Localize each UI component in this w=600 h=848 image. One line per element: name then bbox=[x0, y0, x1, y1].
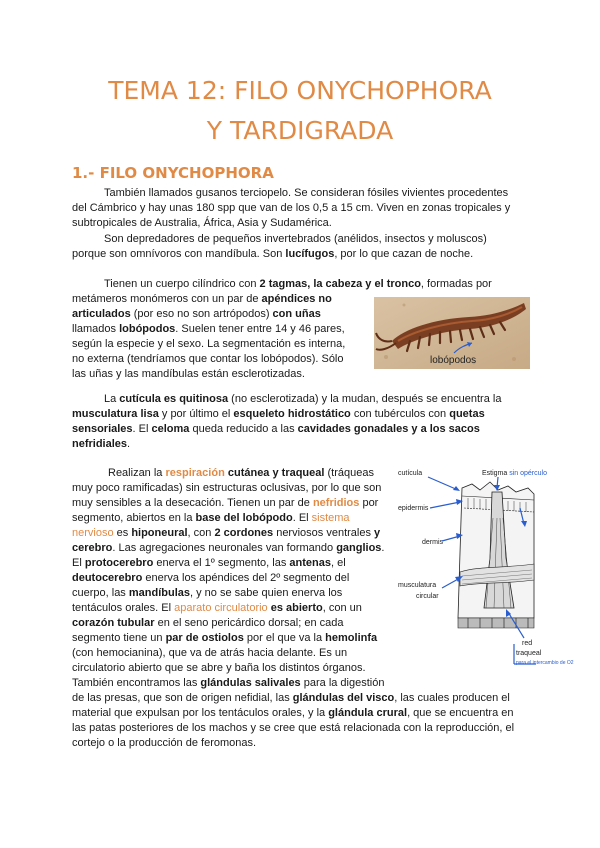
label-dermis: dermis bbox=[422, 539, 444, 546]
tissue-drawing bbox=[458, 482, 534, 628]
p5-line11: corazón tubular en el seno pericárdico dorsal; en cada bbox=[72, 617, 344, 629]
p5-line18: las patas posteriores de los machos y se cree que está relacionada con la reproducción, el bbox=[72, 722, 515, 734]
p3-line6: no externa (tendríamos que contar los lobópodos). Sólo bbox=[72, 353, 344, 365]
page-title-line2: Y TARDIGRADA bbox=[206, 116, 394, 145]
p3-line7: las uñas y las mandíbulas están esclerotizadas. bbox=[72, 368, 305, 380]
p5-line1: Realizan la respiración cutánea y traqueal (tráqueas bbox=[108, 467, 374, 479]
p5-line8: deutocerebro enerva los apéndices del 2º segmento del bbox=[72, 572, 350, 584]
p2-line1: Son depredadores de pequeños invertebrados (anélidos, insectos y moluscos) bbox=[104, 233, 487, 245]
p5-line13: (con hemocianina), que va de atrás hacia delante. Es un bbox=[72, 647, 348, 659]
p3-line5: según la especie y el sexo. La segmentación es interna, bbox=[72, 338, 346, 350]
p4-line2: musculatura lisa y por último el esqueleto hidrostático con tubérculos con quetas bbox=[72, 408, 485, 420]
label-musculatura: musculatura bbox=[398, 582, 437, 589]
label-circular: circular bbox=[416, 593, 439, 600]
label-red: red bbox=[522, 640, 533, 647]
p5-line4: segmento, abiertos en la base del lobópodo. El sistema bbox=[72, 512, 350, 524]
p5-line17: material que expulsan por los tentáculos orales, y la glándula crural, que se encuentra en bbox=[72, 707, 514, 719]
integument-diagram bbox=[398, 468, 574, 668]
p3-line4: llamados lobópodos. Suelen tener entre 14 y 46 pares, bbox=[72, 323, 345, 335]
p4-line4: nefridiales. bbox=[72, 438, 131, 450]
p2-line2: porque son omnívoros con mandíbula. Son lucífugos, por lo que cazan de noche. bbox=[72, 248, 474, 260]
label-traqueal: traqueal bbox=[516, 650, 542, 657]
lobopodos-label: lobópodos bbox=[430, 355, 477, 366]
p5-line15: También encontramos las glándulas salivales para la digestión bbox=[72, 677, 385, 689]
label-estigma: Estigma sin opérculo bbox=[482, 470, 547, 477]
label-cuticula: cutícula bbox=[398, 470, 423, 477]
p5-line10: tentáculos orales. El aparato circulatorio es abierto, con un bbox=[72, 602, 362, 614]
p3-line2: metámeros monómeros con un par de apéndices no bbox=[72, 293, 332, 305]
p5-line5: nervioso es hiponeural, con 2 cordones nerviosos ventrales y bbox=[72, 527, 381, 539]
p1-line1: También llamados gusanos terciopelo. Se consideran fósiles vivientes procedentes bbox=[104, 187, 509, 199]
p1-line3: subtropicales de Australia, África, Asia y Sudamérica. bbox=[72, 217, 332, 229]
velvet-worm-photo bbox=[374, 297, 530, 369]
section-heading: 1.- FILO ONYCHOPHORA bbox=[72, 164, 274, 182]
label-intercambio: para el intercambio de O2 bbox=[516, 660, 574, 666]
p5-line14: circulatorio abierto que se abre y baña los distintos órganos. bbox=[72, 662, 366, 674]
p5-line16: de las presas, que son de origen nefidial, las glándulas del visco, las cuales producen el bbox=[72, 692, 510, 704]
label-epidermis: epidermis bbox=[398, 505, 429, 512]
p5-line9: cuerpo, las mandíbulas, y no se sabe quien enerva los bbox=[72, 587, 343, 599]
p5-line19: cortejo o la producción de feromonas. bbox=[72, 737, 257, 749]
p5-line7: El protocerebro enerva el 1º segmento, las antenas, el bbox=[72, 557, 346, 569]
p5-line6: cerebro. Las agregaciones neuronales van formando ganglios. bbox=[72, 542, 385, 554]
p5-line3: muy sensibles a la desecación. Tienen un par de nefridios por bbox=[72, 497, 379, 509]
p1-line2: del Cámbrico y hay unas 180 spp que van de los 0,5 a 15 cm. Viven en zonas tropicales y bbox=[72, 202, 511, 214]
p4-line1: La cutícula es quitinosa (no esclerotizada) y la mudan, después se encuentra la bbox=[104, 393, 502, 405]
p3-line1: Tienen un cuerpo cilíndrico con 2 tagmas, la cabeza y el tronco, formadas por bbox=[104, 278, 492, 290]
p3-line3: articulados (por eso no son artrópodos) con uñas bbox=[72, 308, 321, 320]
p5-line12: segmento tiene un par de ostiolos por el que va la hemolinfa bbox=[72, 632, 378, 644]
p5-line2: muy poco ramificadas) sin estructuras oclusivas, por lo que son bbox=[72, 482, 382, 494]
p4-line3: sensoriales. El celoma queda reducido a las cavidades gonadales y a los sacos bbox=[72, 423, 480, 435]
page-title: TEMA 12: FILO ONYCHOPHORA bbox=[108, 76, 492, 105]
